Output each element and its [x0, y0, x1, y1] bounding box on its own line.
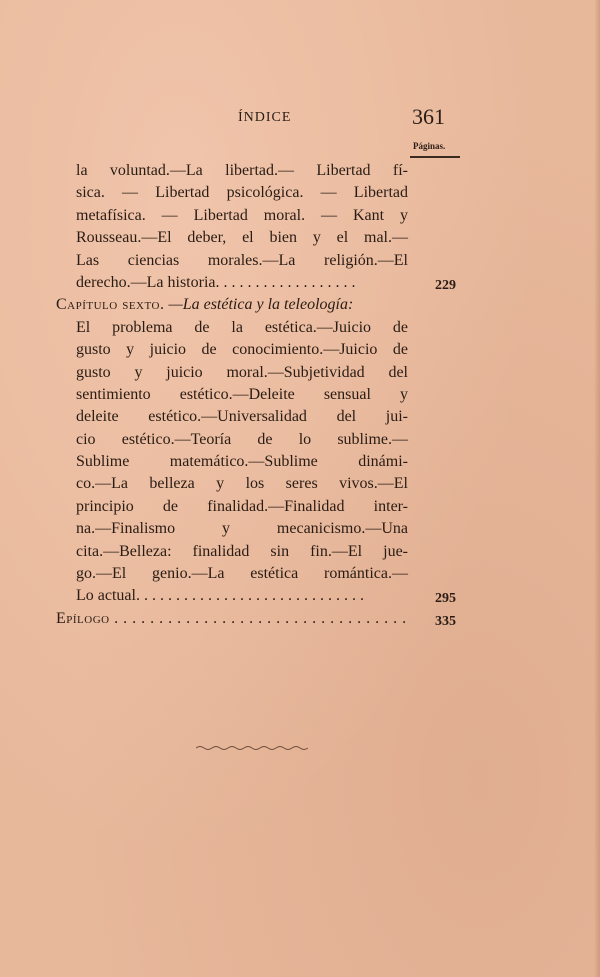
toc-line: [56, 518, 456, 540]
toc-line-text: metafísica. — Libertad moral. — Kant y: [76, 206, 408, 224]
toc-line-text: Lo actual. . . . . . . . . . . . . . . . . . . . . . . . . . . . .: [76, 587, 364, 605]
chapter-heading: [56, 294, 353, 316]
toc-line-text: sica. — Libertad psicológica. — Libertad: [76, 184, 408, 202]
toc-line-text: gusto y juicio de conocimiento.—Juicio de: [76, 341, 408, 359]
table-of-contents: [56, 160, 456, 630]
toc-line-text: Las ciencias morales.—La religión.—El: [76, 251, 408, 269]
page-ref: 229: [435, 277, 456, 293]
toc-line-text: gusto y juicio moral.—Subjetividad del: [76, 363, 408, 381]
toc-entry-derecho[interactable]: [56, 272, 456, 294]
toc-line: [56, 362, 456, 384]
toc-line: [56, 496, 456, 518]
page-edge-shadow: [594, 0, 600, 977]
toc-line: [56, 473, 456, 495]
toc-line-text: go.—El genio.—La estética romántica.—: [76, 565, 408, 583]
toc-line-text: co.—La belleza y los seres vivos.—El: [76, 475, 408, 493]
ornamental-divider: [196, 745, 308, 751]
toc-line-text: cio estético.—Teoría de lo sublime.—: [76, 430, 408, 448]
chapter-title: —La estética y la teleología:: [168, 296, 354, 314]
page-number: 361: [412, 104, 445, 129]
toc-line: [56, 406, 456, 428]
pages-column-label: Páginas.: [413, 141, 446, 151]
toc-line-text: Rousseau.—El deber, el bien y el mal.—: [76, 229, 408, 247]
toc-line: [56, 429, 456, 451]
toc-entry-epilogo[interactable]: [56, 608, 456, 630]
toc-line-text: sentimiento estético.—Deleite sensual y: [76, 385, 408, 403]
toc-entry-lo-actual[interactable]: [56, 585, 456, 607]
toc-line-text: El problema de la estética.—Juicio de: [76, 318, 408, 336]
page-ref: 335: [435, 613, 456, 629]
toc-line: [56, 227, 456, 249]
toc-line: [56, 317, 456, 339]
toc-line: [56, 182, 456, 204]
toc-chapter-heading[interactable]: [56, 294, 456, 316]
toc-line-text: derecho.—La historia. . . . . . . . . . . . . . . . . .: [76, 273, 356, 291]
toc-line-text: principio de finalidad.—Finalidad inter-: [76, 497, 408, 515]
toc-line-text: deleite estético.—Universalidad del jui-: [76, 408, 408, 426]
toc-line: [56, 250, 456, 272]
toc-line-text: na.—Finalismo y mecanicismo.—Una: [76, 520, 408, 538]
chapter-label: Capítulo sexto.: [56, 296, 165, 314]
toc-line-text: Sublime matemático.—Sublime dinámi-: [76, 453, 408, 471]
toc-line: [56, 384, 456, 406]
toc-line-text: la voluntad.—La libertad.— Libertad fí-: [76, 162, 408, 179]
toc-line: [56, 563, 456, 585]
running-head: ÍNDICE: [238, 110, 292, 125]
toc-line-text: cita.—Belleza: finalidad sin fin.—El jue-: [76, 542, 408, 560]
toc-line: [56, 541, 456, 563]
column-label-rule: [410, 156, 460, 158]
toc-line: [56, 205, 456, 227]
epilogo-label: Epílogo . . . . . . . . . . . . . . . . . . . . . . . . . . . . . . . . .: [56, 609, 407, 627]
toc-line: [56, 451, 456, 473]
toc-line: [56, 160, 456, 182]
page-ref: 295: [435, 591, 456, 607]
toc-line: [56, 339, 456, 361]
